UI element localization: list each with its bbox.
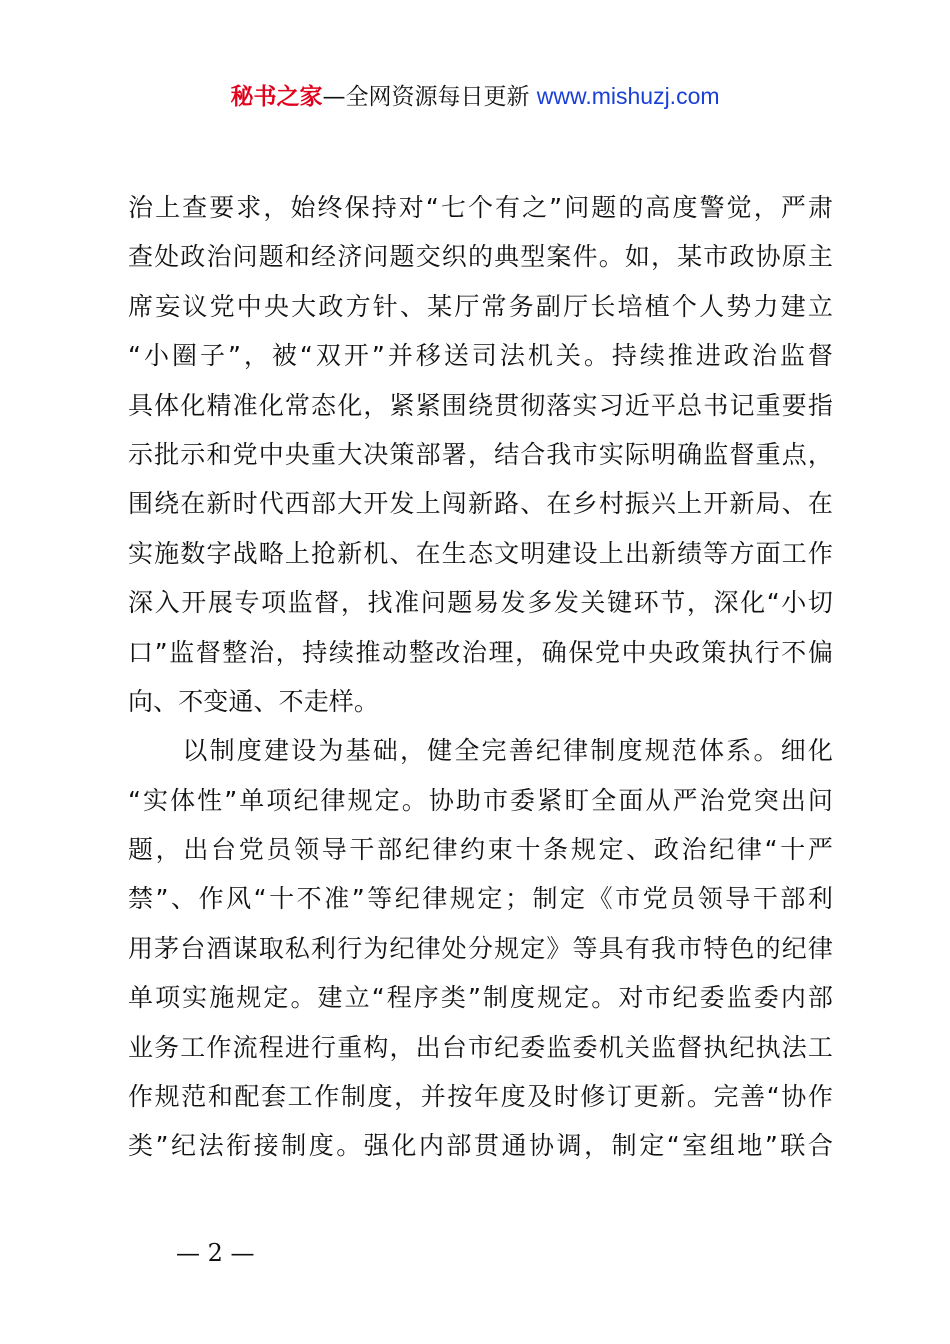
body-line: 用茅台酒谋取私利行为纪律处分规定》等具有我市特色的纪律 <box>128 933 833 963</box>
body-line: 业务工作流程进行重构，出台市纪委监委机关监督执纪执法工 <box>128 1032 833 1062</box>
banner-url[interactable]: www.mishuzj.com <box>536 83 720 109</box>
body-line: 题，出台党员领导干部纪律约束十条规定、政治纪律“十严 <box>128 835 833 865</box>
banner-tagline: —全网资源每日更新 <box>322 84 530 110</box>
body-line: 口”监督整治，持续推动整改治理，确保党中央政策执行不偏 <box>128 637 833 667</box>
page-number: — 2 — <box>176 1239 255 1267</box>
body-line: 以制度建设为基础，健全完善纪律制度规范体系。细化 <box>128 736 833 766</box>
site-banner <box>0 80 950 113</box>
body-line: 作规范和配套工作制度，并按年度及时修订更新。完善“协作 <box>128 1082 833 1112</box>
body-line: 示批示和党中央重大决策部署，结合我市实际明确监督重点， <box>128 439 833 469</box>
body-line: 向、不变通、不走样。 <box>128 686 380 716</box>
document-body <box>128 183 833 1171</box>
body-line: 席妄议党中央大政方针、某厅常务副厅长培植个人势力建立 <box>128 291 833 321</box>
body-line: 深入开展专项监督，找准问题易发多发关键环节，深化“小切 <box>128 588 833 618</box>
body-line: “实体性”单项纪律规定。协助市委紧盯全面从严治党突出问 <box>128 785 833 815</box>
body-line: 治上查要求，始终保持对“七个有之”问题的高度警觉，严肃 <box>128 193 833 222</box>
body-line: 实施数字战略上抢新机、在生态文明建设上出新绩等方面工作 <box>128 538 833 568</box>
banner-brand: 秘书之家 <box>230 84 323 110</box>
body-line: 类”纪法衔接制度。强化内部贯通协调，制定“室组地”联合 <box>128 1131 833 1161</box>
body-line: 查处政治问题和经济问题交织的典型案件。如，某市政协原主 <box>128 242 833 272</box>
body-line: 具体化精准化常态化，紧紧围绕贯彻落实习近平总书记重要指 <box>128 390 833 420</box>
body-line: 围绕在新时代西部大开发上闯新路、在乡村振兴上开新局、在 <box>128 489 833 519</box>
body-line: 单项实施规定。建立“程序类”制度规定。对市纪委监委内部 <box>128 983 833 1013</box>
body-line: 禁”、作风“十不准”等纪律规定；制定《市党员领导干部利 <box>128 884 833 914</box>
body-line: “小圈子”，被“双开”并移送司法机关。持续推进政治监督 <box>128 341 833 371</box>
